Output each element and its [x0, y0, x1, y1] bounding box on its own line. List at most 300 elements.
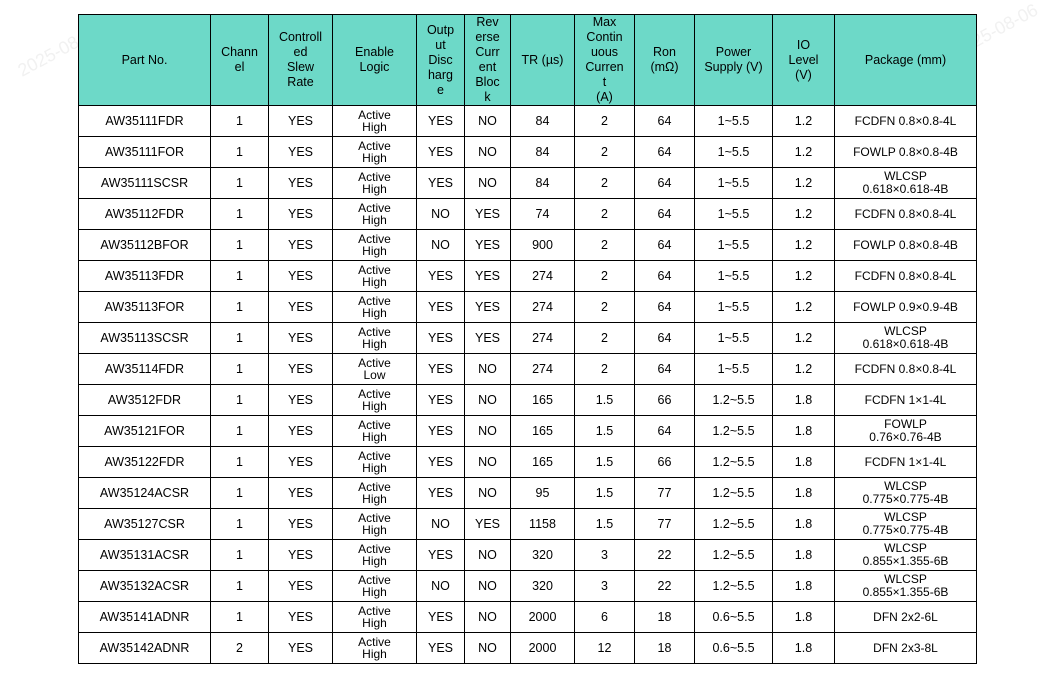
- part-number-cell: AW35111FOR: [79, 137, 211, 168]
- current-cell: 2: [575, 106, 635, 137]
- discharge-cell: YES: [417, 478, 465, 509]
- current-cell: 2: [575, 230, 635, 261]
- power-supply-cell: 1.2~5.5: [695, 478, 773, 509]
- cell-line: Ron: [653, 45, 676, 59]
- table-row: [79, 509, 977, 540]
- part-number-cell: AW35122FDR: [79, 447, 211, 478]
- table-row: [79, 571, 977, 602]
- power-supply-cell: 0.6~5.5: [695, 633, 773, 664]
- cell-line: Active: [358, 418, 391, 432]
- channel-cell: 1: [211, 168, 269, 199]
- power-supply-cell: 1~5.5: [695, 106, 773, 137]
- ron-header: [635, 15, 695, 106]
- table-row: [79, 354, 977, 385]
- discharge-cell: NO: [417, 230, 465, 261]
- cell-line: 0.775×0.775-4B: [862, 492, 949, 506]
- power-supply-cell: 1~5.5: [695, 168, 773, 199]
- ron-cell: 18: [635, 602, 695, 633]
- tr-cell: 84: [511, 137, 575, 168]
- ron-cell: 22: [635, 571, 695, 602]
- cell-line: FCDFN 0.8×0.8-4L: [854, 361, 957, 376]
- slew-rate-cell: YES: [269, 199, 333, 230]
- part-number-cell: AW35111FDR: [79, 106, 211, 137]
- power-supply-cell: 1~5.5: [695, 230, 773, 261]
- cell-line: Outp: [426, 22, 455, 37]
- io-level-cell: 1.8: [773, 602, 835, 633]
- cell-line: Bloc: [475, 75, 500, 89]
- enable-logic-cell: [333, 199, 417, 230]
- cell-line: Active: [358, 263, 391, 277]
- package-cell: [835, 478, 977, 509]
- power-supply-cell: 1.2~5.5: [695, 509, 773, 540]
- current-cell: 2: [575, 292, 635, 323]
- slew-rate-cell: YES: [269, 447, 333, 478]
- cell-line: DFN 2x2-6L: [873, 609, 938, 624]
- enable-logic-cell: [333, 137, 417, 168]
- channel-cell: 1: [211, 509, 269, 540]
- slew-rate-cell: YES: [269, 571, 333, 602]
- tr-cell: 1158: [511, 509, 575, 540]
- discharge-header: [417, 15, 465, 106]
- cell-line: Active: [358, 356, 391, 370]
- slew-rate-cell: YES: [269, 478, 333, 509]
- tr-cell: 165: [511, 447, 575, 478]
- discharge-cell: NO: [417, 509, 465, 540]
- reverse-block-header: [465, 15, 511, 106]
- channel-cell: 1: [211, 230, 269, 261]
- reverse-block-cell: YES: [465, 261, 511, 292]
- cell-line: (A): [596, 90, 613, 104]
- reverse-block-cell: NO: [465, 571, 511, 602]
- cell-line: FOWLP 0.9×0.9-4B: [853, 299, 958, 314]
- tr-cell: 274: [511, 354, 575, 385]
- cell-line: High: [362, 275, 387, 289]
- current-cell: 1.5: [575, 447, 635, 478]
- cell-line: High: [362, 337, 387, 351]
- reverse-block-cell: YES: [465, 509, 511, 540]
- package-cell: [835, 602, 977, 633]
- ron-cell: 18: [635, 633, 695, 664]
- part-number-cell: AW35112FDR: [79, 199, 211, 230]
- tr-header: [511, 15, 575, 106]
- discharge-cell: YES: [417, 385, 465, 416]
- cell-line: Active: [358, 573, 391, 587]
- cell-line: Active: [358, 170, 391, 184]
- table-row: [79, 602, 977, 633]
- cell-line: Active: [358, 201, 391, 215]
- cell-line: (mΩ): [650, 60, 679, 74]
- cell-line: Active: [358, 139, 391, 153]
- table-row: [79, 323, 977, 354]
- part-number-cell: AW35121FOR: [79, 416, 211, 447]
- table-container: [78, 14, 977, 664]
- current-cell: 1.5: [575, 509, 635, 540]
- power-supply-cell: 1~5.5: [695, 137, 773, 168]
- cell-line: High: [362, 120, 387, 134]
- cell-line: 0.618×0.618-4B: [862, 182, 949, 196]
- discharge-cell: YES: [417, 137, 465, 168]
- table-row: [79, 633, 977, 664]
- ron-cell: 64: [635, 354, 695, 385]
- cell-line: Controll: [278, 30, 323, 44]
- cell-line: Package (mm): [864, 52, 947, 67]
- io-level-cell: 1.2: [773, 354, 835, 385]
- cell-line: 0.76×0.76-4B: [869, 430, 942, 444]
- ron-cell: 64: [635, 199, 695, 230]
- io-level-cell: 1.2: [773, 106, 835, 137]
- cell-line: High: [362, 399, 387, 413]
- cell-line: harg: [427, 67, 454, 82]
- io-level-cell: 1.2: [773, 230, 835, 261]
- cell-line: Level: [788, 52, 819, 67]
- io-level-cell: 1.8: [773, 385, 835, 416]
- slew-rate-cell: YES: [269, 540, 333, 571]
- discharge-cell: YES: [417, 633, 465, 664]
- power-supply-header: [695, 15, 773, 106]
- package-cell: [835, 323, 977, 354]
- reverse-block-cell: NO: [465, 602, 511, 633]
- power-supply-cell: 1~5.5: [695, 354, 773, 385]
- current-cell: 2: [575, 261, 635, 292]
- part-no-header: [79, 15, 211, 106]
- cell-line: High: [362, 554, 387, 568]
- slew-rate-cell: YES: [269, 354, 333, 385]
- cell-line: Slew: [286, 60, 315, 74]
- cell-line: WLCSP: [884, 510, 927, 524]
- ron-cell: 64: [635, 168, 695, 199]
- discharge-cell: YES: [417, 261, 465, 292]
- cell-line: FCDFN 0.8×0.8-4L: [854, 206, 957, 221]
- part-number-cell: AW35113SCSR: [79, 323, 211, 354]
- discharge-cell: YES: [417, 168, 465, 199]
- cell-line: Active: [358, 635, 391, 649]
- cell-line: Low: [363, 368, 386, 382]
- power-supply-cell: 1~5.5: [695, 292, 773, 323]
- enable-logic-cell: [333, 540, 417, 571]
- cell-line: Active: [358, 480, 391, 494]
- slew-rate-cell: YES: [269, 633, 333, 664]
- discharge-cell: YES: [417, 602, 465, 633]
- ron-cell: 66: [635, 447, 695, 478]
- tr-cell: 274: [511, 323, 575, 354]
- io-level-header: [773, 15, 835, 106]
- enable-logic-cell: [333, 354, 417, 385]
- enable-logic-cell: [333, 323, 417, 354]
- discharge-cell: YES: [417, 354, 465, 385]
- table-row: [79, 292, 977, 323]
- reverse-block-cell: YES: [465, 292, 511, 323]
- io-level-cell: 1.8: [773, 478, 835, 509]
- current-cell: 2: [575, 354, 635, 385]
- current-cell: 1.5: [575, 478, 635, 509]
- channel-cell: 1: [211, 602, 269, 633]
- cell-line: ut: [435, 37, 446, 52]
- cell-line: Rate: [287, 75, 314, 89]
- tr-cell: 2000: [511, 602, 575, 633]
- tr-cell: 95: [511, 478, 575, 509]
- tr-cell: 2000: [511, 633, 575, 664]
- current-cell: 6: [575, 602, 635, 633]
- slew-rate-cell: YES: [269, 385, 333, 416]
- ron-cell: 64: [635, 137, 695, 168]
- package-header: [835, 15, 977, 106]
- cell-line: Active: [358, 604, 391, 618]
- package-cell: [835, 137, 977, 168]
- cell-line: Active: [358, 232, 391, 246]
- cell-line: High: [362, 182, 387, 196]
- tr-cell: 165: [511, 416, 575, 447]
- cell-line: High: [362, 213, 387, 227]
- reverse-block-cell: NO: [465, 168, 511, 199]
- channel-cell: 1: [211, 416, 269, 447]
- cell-line: High: [362, 306, 387, 320]
- channel-cell: 1: [211, 540, 269, 571]
- current-cell: 2: [575, 199, 635, 230]
- channel-cell: 1: [211, 137, 269, 168]
- channel-cell: 1: [211, 447, 269, 478]
- cell-line: Active: [358, 542, 391, 556]
- part-number-cell: AW35127CSR: [79, 509, 211, 540]
- cell-line: Power: [715, 45, 752, 59]
- enable-logic-cell: [333, 168, 417, 199]
- enable-logic-cell: [333, 261, 417, 292]
- discharge-cell: YES: [417, 416, 465, 447]
- cell-line: 0.618×0.618-4B: [862, 337, 949, 351]
- io-level-cell: 1.8: [773, 509, 835, 540]
- reverse-block-cell: YES: [465, 199, 511, 230]
- cell-line: DFN 2x3-8L: [873, 640, 938, 655]
- ron-cell: 64: [635, 261, 695, 292]
- cell-line: High: [362, 523, 387, 537]
- power-supply-cell: 0.6~5.5: [695, 602, 773, 633]
- channel-cell: 1: [211, 292, 269, 323]
- cell-line: FOWLP: [884, 417, 927, 431]
- table-row: [79, 230, 977, 261]
- cell-line: Rev: [476, 15, 499, 29]
- channel-cell: 2: [211, 633, 269, 664]
- cell-line: Active: [358, 511, 391, 525]
- discharge-cell: YES: [417, 447, 465, 478]
- package-cell: [835, 540, 977, 571]
- cell-line: Disc: [428, 52, 453, 67]
- enable-logic-cell: [333, 633, 417, 664]
- channel-cell: 1: [211, 323, 269, 354]
- cell-line: ent: [478, 60, 497, 74]
- cell-line: Logic: [359, 60, 390, 74]
- product-table: [78, 14, 977, 664]
- cell-line: 0.855×1.355-6B: [862, 585, 949, 599]
- package-cell: [835, 168, 977, 199]
- package-cell: [835, 354, 977, 385]
- cell-line: 0.775×0.775-4B: [862, 523, 949, 537]
- ron-cell: 64: [635, 416, 695, 447]
- reverse-block-cell: NO: [465, 385, 511, 416]
- io-level-cell: 1.8: [773, 571, 835, 602]
- current-cell: 2: [575, 168, 635, 199]
- table-row: [79, 168, 977, 199]
- power-supply-cell: 1.2~5.5: [695, 416, 773, 447]
- ron-cell: 64: [635, 323, 695, 354]
- cell-line: WLCSP: [884, 541, 927, 555]
- header-row: [79, 15, 977, 106]
- reverse-block-cell: NO: [465, 633, 511, 664]
- slew-rate-cell: YES: [269, 230, 333, 261]
- watermark: 2025-08-06: [14, 19, 106, 81]
- ron-cell: 77: [635, 509, 695, 540]
- cell-line: FOWLP 0.8×0.8-4B: [853, 144, 958, 159]
- part-number-cell: AW35131ACSR: [79, 540, 211, 571]
- part-number-cell: AW35114FDR: [79, 354, 211, 385]
- io-level-cell: 1.2: [773, 292, 835, 323]
- channel-cell: 1: [211, 478, 269, 509]
- cell-line: Curren: [585, 60, 624, 74]
- channel-cell: 1: [211, 571, 269, 602]
- io-level-cell: 1.2: [773, 199, 835, 230]
- current-cell: 2: [575, 323, 635, 354]
- reverse-block-cell: NO: [465, 447, 511, 478]
- cell-line: Active: [358, 449, 391, 463]
- cell-line: FCDFN 0.8×0.8-4L: [854, 268, 957, 283]
- slew-rate-cell: YES: [269, 137, 333, 168]
- cell-line: FCDFN 1×1-4L: [864, 454, 947, 469]
- power-supply-cell: 1.2~5.5: [695, 385, 773, 416]
- reverse-block-cell: NO: [465, 478, 511, 509]
- slew-rate-cell: YES: [269, 323, 333, 354]
- slew-rate-cell: YES: [269, 292, 333, 323]
- cell-line: High: [362, 151, 387, 165]
- power-supply-cell: 1~5.5: [695, 323, 773, 354]
- cell-line: t: [602, 75, 607, 89]
- table-row: [79, 137, 977, 168]
- tr-cell: 84: [511, 106, 575, 137]
- cell-line: High: [362, 461, 387, 475]
- table-row: [79, 540, 977, 571]
- discharge-cell: YES: [417, 292, 465, 323]
- cell-line: IO: [796, 37, 811, 52]
- slew-rate-cell: YES: [269, 168, 333, 199]
- tr-cell: 274: [511, 261, 575, 292]
- table-row: [79, 261, 977, 292]
- enable-logic-cell: [333, 509, 417, 540]
- cell-line: Max: [592, 15, 617, 29]
- slew-rate-cell: YES: [269, 509, 333, 540]
- cell-line: TR (µs): [521, 52, 564, 67]
- enable-logic-cell: [333, 571, 417, 602]
- part-number-cell: AW35142ADNR: [79, 633, 211, 664]
- ron-cell: 64: [635, 230, 695, 261]
- enable-logic-cell: [333, 106, 417, 137]
- table-row: [79, 106, 977, 137]
- cell-line: Chann: [221, 45, 258, 59]
- cell-line: k: [484, 90, 491, 104]
- cell-line: High: [362, 244, 387, 258]
- discharge-cell: NO: [417, 571, 465, 602]
- package-cell: [835, 230, 977, 261]
- package-cell: [835, 416, 977, 447]
- package-cell: [835, 571, 977, 602]
- current-cell: 12: [575, 633, 635, 664]
- slew-rate-cell: YES: [269, 261, 333, 292]
- ron-cell: 64: [635, 292, 695, 323]
- package-cell: [835, 385, 977, 416]
- channel-header: [211, 15, 269, 106]
- channel-cell: 1: [211, 106, 269, 137]
- enable-logic-header: [333, 15, 417, 106]
- cell-line: FCDFN 1×1-4L: [864, 392, 947, 407]
- reverse-block-cell: NO: [465, 416, 511, 447]
- table-body: [79, 106, 977, 664]
- slew-rate-cell: YES: [269, 106, 333, 137]
- enable-logic-cell: [333, 385, 417, 416]
- part-number-cell: AW35132ACSR: [79, 571, 211, 602]
- cell-line: Curr: [475, 45, 500, 59]
- reverse-block-cell: NO: [465, 106, 511, 137]
- discharge-cell: NO: [417, 199, 465, 230]
- reverse-block-cell: YES: [465, 230, 511, 261]
- cell-line: High: [362, 647, 387, 661]
- io-level-cell: 1.8: [773, 447, 835, 478]
- reverse-block-cell: NO: [465, 540, 511, 571]
- io-level-cell: 1.2: [773, 168, 835, 199]
- enable-logic-cell: [333, 292, 417, 323]
- cell-line: 0.855×1.355-6B: [862, 554, 949, 568]
- package-cell: [835, 447, 977, 478]
- ron-cell: 77: [635, 478, 695, 509]
- tr-cell: 165: [511, 385, 575, 416]
- package-cell: [835, 261, 977, 292]
- enable-logic-cell: [333, 478, 417, 509]
- cell-line: Active: [358, 294, 391, 308]
- channel-cell: 1: [211, 385, 269, 416]
- power-supply-cell: 1.2~5.5: [695, 571, 773, 602]
- slew-rate-cell: YES: [269, 416, 333, 447]
- part-number-cell: AW3512FDR: [79, 385, 211, 416]
- tr-cell: 320: [511, 540, 575, 571]
- cell-line: Active: [358, 325, 391, 339]
- part-number-cell: AW35124ACSR: [79, 478, 211, 509]
- cell-line: WLCSP: [884, 169, 927, 183]
- cell-line: High: [362, 585, 387, 599]
- current-cell: 1.5: [575, 416, 635, 447]
- table-row: [79, 385, 977, 416]
- cell-line: Supply (V): [704, 60, 763, 74]
- cell-line: Active: [358, 108, 391, 122]
- reverse-block-cell: YES: [465, 323, 511, 354]
- package-cell: [835, 106, 977, 137]
- slew-rate-cell: YES: [269, 602, 333, 633]
- current-cell: 2: [575, 137, 635, 168]
- package-cell: [835, 199, 977, 230]
- cell-line: e: [437, 82, 444, 97]
- channel-cell: 1: [211, 261, 269, 292]
- channel-cell: 1: [211, 354, 269, 385]
- reverse-block-cell: NO: [465, 354, 511, 385]
- power-supply-cell: 1.2~5.5: [695, 447, 773, 478]
- discharge-cell: YES: [417, 106, 465, 137]
- ron-cell: 64: [635, 106, 695, 137]
- tr-cell: 274: [511, 292, 575, 323]
- cell-line: WLCSP: [884, 479, 927, 493]
- enable-logic-cell: [333, 416, 417, 447]
- cell-line: FCDFN 0.8×0.8-4L: [854, 113, 957, 128]
- current-cell: 3: [575, 540, 635, 571]
- discharge-cell: YES: [417, 323, 465, 354]
- current-header: [575, 15, 635, 106]
- io-level-cell: 1.2: [773, 323, 835, 354]
- enable-logic-cell: [333, 230, 417, 261]
- package-cell: [835, 633, 977, 664]
- power-supply-cell: 1~5.5: [695, 261, 773, 292]
